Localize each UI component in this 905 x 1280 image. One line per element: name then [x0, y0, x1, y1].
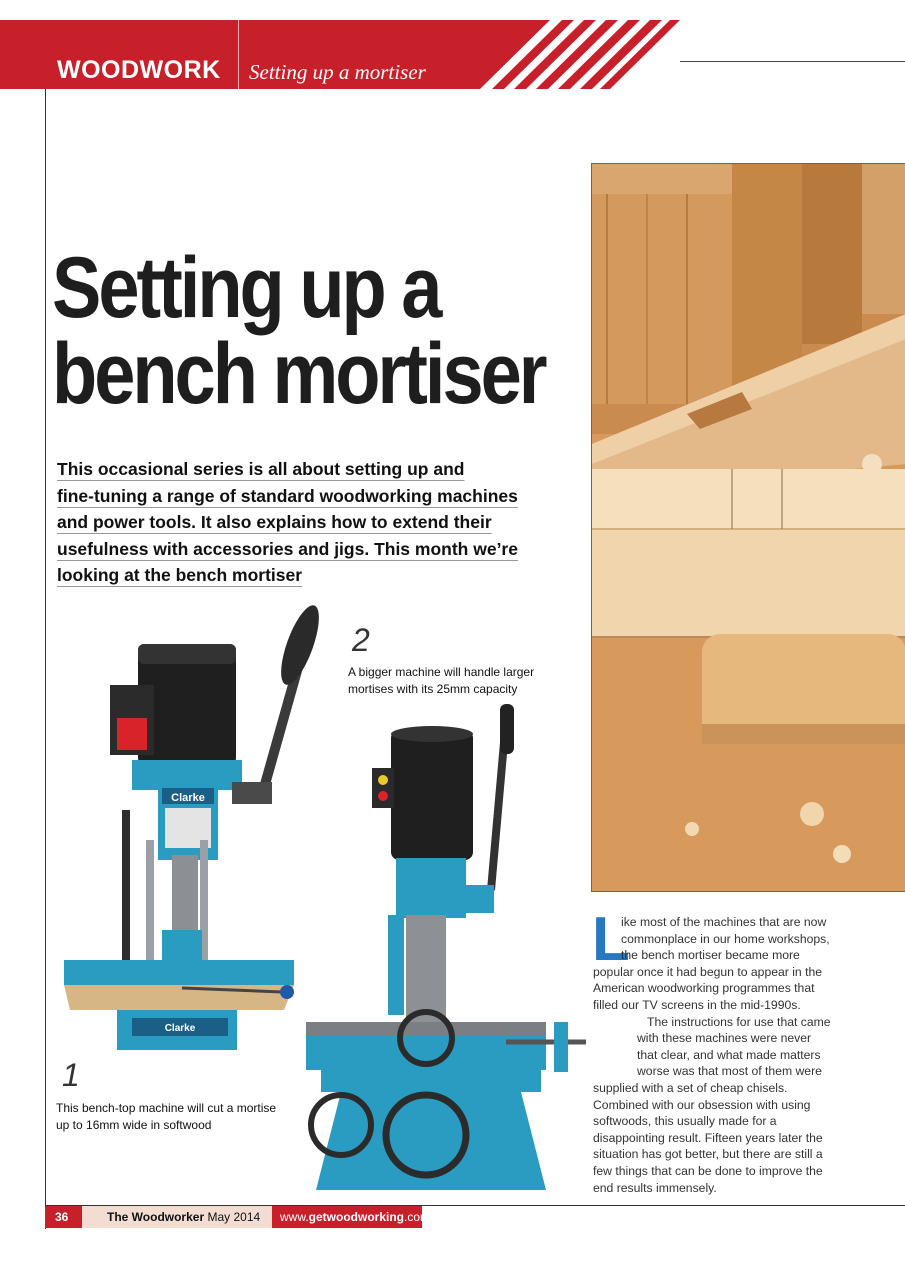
section-label: WOODWORK	[57, 56, 221, 84]
body-line: the bench mortiser became more	[621, 948, 800, 963]
figure-2-caption	[348, 664, 534, 698]
body-line: softwoods, this usually made for a	[593, 1114, 777, 1129]
figure-1-number: 1	[62, 1057, 80, 1093]
body-line: Combined with our obsession with using	[593, 1097, 811, 1112]
drop-cap: L	[592, 905, 630, 974]
body-line: worse was that most of them were	[637, 1064, 822, 1079]
body-line: The instructions for use that came	[647, 1014, 831, 1029]
page-frame-left	[45, 89, 46, 1229]
website-link[interactable]	[272, 1206, 431, 1228]
standfirst	[57, 456, 557, 589]
body-line: popular once it had begun to appear in the	[593, 964, 823, 979]
small-mortiser-photo	[62, 600, 320, 1055]
standfirst-line: looking at the bench mortiser	[57, 565, 303, 585]
caption-line: This bench-top machine will cut a mortise	[56, 1101, 277, 1115]
mortise-joint-photo	[591, 163, 905, 892]
page-number: 36	[45, 1206, 82, 1228]
standfirst-line: usefulness with accessories and jigs. This month we’re	[57, 538, 518, 559]
large-mortiser-photo	[296, 700, 592, 1195]
body-line: ike most of the machines that are now	[621, 915, 827, 929]
body-line: situation has got better, but there are still a	[593, 1147, 823, 1162]
caption-line: mortises with its 25mm capacity	[348, 682, 518, 696]
caption-line: A bigger machine will handle larger	[348, 665, 535, 679]
url-suffix: .com	[404, 1210, 431, 1224]
title-line-1: Setting up a	[52, 239, 440, 336]
header-divider	[238, 20, 239, 89]
url-domain: getwoodworking	[308, 1210, 404, 1224]
standfirst-line: and power tools. It also explains how to extend their	[57, 512, 492, 532]
article-title	[52, 239, 592, 422]
standfirst-line: This occasional series is all about setting up and	[57, 459, 465, 479]
caption-line: up to 16mm wide in softwood	[56, 1118, 212, 1132]
header-stripes-decoration	[470, 20, 680, 89]
issue-date: May 2014	[207, 1210, 261, 1224]
body-line: disappointing result. Fifteen years later the	[593, 1130, 823, 1145]
body-line: commonplace in our home workshops,	[621, 931, 830, 946]
body-line: with these machines were never	[637, 1031, 812, 1046]
body-line: filled our TV screens in the mid-1990s.	[593, 998, 801, 1012]
header-rule	[680, 61, 905, 62]
title-line-2: bench mortiser	[52, 325, 545, 422]
body-line: supplied with a set of cheap chisels.	[593, 1081, 788, 1095]
url-prefix: www.	[280, 1210, 309, 1224]
topic-label: Setting up a mortiser	[249, 60, 426, 84]
fig1-brand-label: Clarke	[171, 792, 205, 804]
fig1-base-brand: Clarke	[164, 1023, 196, 1034]
standfirst-line: fine-tuning a range of standard woodworking machines	[57, 485, 518, 506]
figure-1-caption	[56, 1100, 276, 1134]
magazine-credit	[82, 1206, 272, 1228]
body-line: American woodworking programmes that	[593, 981, 815, 996]
figure-2-number: 2	[352, 622, 370, 658]
body-line: end results immensely.	[593, 1180, 717, 1195]
body-line: few things that can be done to improve the	[593, 1164, 823, 1178]
magazine-name: The Woodworker	[107, 1210, 205, 1224]
body-line: that clear, and what made matters	[637, 1047, 821, 1062]
